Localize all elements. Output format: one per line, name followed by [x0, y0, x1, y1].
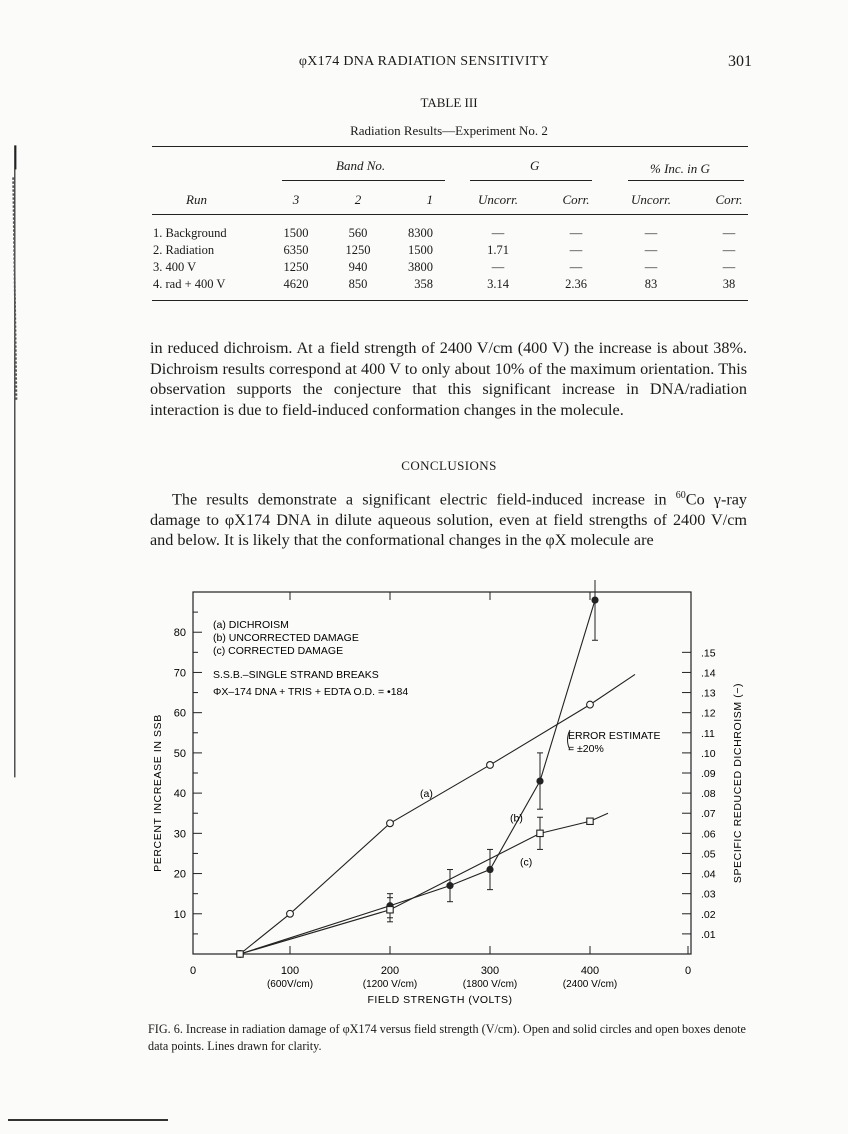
table-cell: 3800	[408, 260, 433, 274]
x-tick-sublabel: (1200 V/cm)	[362, 979, 418, 990]
conclusions-text-a: The results demonstrate a significant electric field-induced increase in	[172, 490, 676, 509]
y-left-tick-label: 60	[173, 707, 186, 720]
y-right-tick-label: .04	[701, 868, 716, 881]
y-right-tick-label: .09	[701, 768, 716, 780]
y-left-tick-label: 50	[173, 747, 186, 760]
table-cell: 83	[644, 277, 658, 291]
column-header: Uncorr.	[477, 192, 519, 207]
g-subrule	[470, 180, 592, 181]
conclusions-text-b: Co γ-ray damage to φX174 DNA in dilute aqueous solution, even at field strengths of 2400 V/cm and below. It is likely that the conformational changes in the φX molecule are	[150, 490, 747, 550]
y-right-tick-label: .11	[701, 727, 715, 740]
table-cell: 560	[348, 226, 368, 240]
column-header: 1	[426, 192, 433, 207]
table-cell: 6350	[283, 243, 309, 257]
y-right-tick-label: .05	[701, 848, 716, 861]
series-c-line	[240, 813, 608, 954]
y-right-tick-label: .07	[701, 808, 716, 821]
series-c-label: (c)	[520, 856, 533, 869]
series-a-label: (a)	[420, 788, 433, 801]
x-tick-label: 300	[480, 965, 500, 977]
legend-entry: (c) CORRECTED DAMAGE	[213, 645, 344, 657]
table-cell: 1250	[345, 243, 371, 257]
x-axis-label: FIELD STRENGTH (VOLTS)	[367, 994, 513, 1006]
x-tick-sublabel: (2400 V/cm)	[562, 979, 618, 990]
x-tick-label: 400	[580, 965, 600, 977]
table-cell: 358	[414, 277, 433, 291]
y-right-tick-label: .06	[701, 828, 716, 841]
table-row-label: 4. rad + 400 V	[153, 277, 226, 291]
error-estimate-value: = ±20%	[568, 743, 604, 755]
g-header: G	[530, 158, 540, 173]
legend-entry: (a) DICHROISM	[213, 619, 289, 631]
series-c-point	[587, 818, 593, 824]
legend-entry: S.S.B.–SINGLE STRAND BREAKS	[213, 669, 379, 681]
column-header: Corr.	[562, 192, 590, 207]
column-header: Run	[186, 192, 207, 207]
isotope-superscript: 60	[675, 490, 686, 501]
table-cell: 1250	[283, 260, 309, 274]
table-cell: —	[569, 243, 583, 257]
column-header: 2	[354, 192, 362, 207]
column-header: Corr.	[715, 192, 743, 207]
series-a-line	[240, 674, 635, 954]
y-left-tick-label: 40	[173, 788, 186, 801]
table-cell: 1500	[283, 226, 309, 240]
series-a-point	[487, 762, 494, 769]
legend-entry: (b) UNCORRECTED DAMAGE	[213, 632, 359, 644]
table-cell: 8300	[408, 226, 433, 240]
table-cell: —	[569, 260, 583, 274]
table-cell: —	[644, 243, 658, 257]
series-b-label: (b)	[510, 812, 523, 825]
page-number: 301	[728, 53, 752, 70]
table-cell: —	[491, 260, 505, 274]
y-right-tick-label: .02	[701, 908, 716, 921]
table-cell: —	[644, 226, 658, 240]
paragraph-text: in reduced dichroism. At a field strength of 2400 V/cm (400 V) the increase is about 38%. Dichroism results correspond at 400 V to only about 10% of the maximum orientation. This observation supports the conjecture that this significant increase in DNA/radiation interaction is due to field-induced conformation changes in the molecule.	[150, 339, 747, 419]
running-header: φX174 DNA RADIATION SENSITIVITY	[298, 54, 550, 69]
y-left-tick-label: 70	[173, 667, 186, 680]
y-left-tick-label: 30	[173, 828, 186, 841]
series-b-point	[446, 882, 453, 889]
y-right-tick-label: .01	[701, 928, 716, 941]
column-header: Uncorr.	[630, 192, 672, 207]
inc-subrule	[628, 180, 744, 181]
table-cell: —	[722, 243, 736, 257]
y-right-tick-label: .15	[701, 647, 716, 660]
table-cell: —	[722, 226, 736, 240]
table-cell: —	[491, 226, 505, 240]
paragraph-continued	[150, 338, 747, 420]
series-a-point	[387, 820, 394, 827]
band-subrule	[282, 180, 445, 181]
table-cell: 38	[722, 277, 736, 291]
x-tick-sublabel: (1800 V/cm)	[462, 979, 518, 990]
figure-6-chart	[0, 580, 848, 1020]
table-cell: 1500	[408, 243, 433, 257]
column-header: 3	[292, 192, 300, 207]
legend-entry: ΦX–174 DNA + TRIS + EDTA O.D. = •184	[213, 686, 409, 698]
y-right-tick-label: .13	[701, 687, 716, 700]
table-cell: 850	[348, 277, 368, 291]
table-cell: 3.14	[487, 277, 509, 291]
x-tick-label: 200	[380, 965, 400, 977]
table-cell: —	[644, 260, 658, 274]
x-tick-label: 100	[280, 965, 300, 977]
table-top-rule	[152, 146, 748, 147]
table-cell: 2.36	[565, 277, 587, 291]
y-right-tick-label: .14	[701, 667, 716, 680]
series-a-point	[587, 701, 594, 708]
series-c-point	[237, 951, 243, 957]
y-left-axis-label: PERCENT INCREASE IN SSB	[152, 714, 164, 872]
series-b-point	[486, 866, 493, 873]
y-right-axis-label: SPECIFIC REDUCED DICHROISM (−)	[732, 682, 744, 884]
y-right-tick-label: .10	[701, 747, 716, 760]
table-cell: 940	[348, 260, 368, 274]
series-b-point	[591, 596, 598, 603]
y-left-tick-label: 10	[173, 908, 186, 921]
table-cell: —	[569, 226, 583, 240]
band-no-header: Band No.	[336, 158, 386, 173]
series-c-point	[387, 907, 393, 913]
error-estimate-label: ERROR ESTIMATE	[568, 730, 661, 742]
table-title: TABLE III	[420, 95, 478, 110]
table-cell: —	[722, 260, 736, 274]
x-tick-label: 0	[189, 965, 197, 977]
series-c-point	[537, 830, 543, 836]
inc-header: % Inc. in G	[650, 161, 710, 176]
figure-caption: FIG. 6. Increase in radiation damage of φX174 versus field strength (V/cm). Open and solid circles and open boxes denote data points. Lines drawn for clarity.	[148, 1022, 746, 1053]
table-row-label: 3. 400 V	[153, 260, 197, 274]
series-b-point	[536, 777, 543, 784]
x-tick-label: 0	[684, 965, 692, 977]
table-cell: 4620	[283, 277, 309, 291]
table-bottom-rule	[152, 300, 748, 301]
table-row-label: 2. Radiation	[153, 243, 215, 257]
y-right-tick-label: .03	[701, 888, 716, 901]
table-row-label: 1. Background	[153, 226, 227, 240]
y-left-tick-label: 20	[173, 868, 186, 881]
x-tick-sublabel: (600V/cm)	[266, 979, 314, 990]
y-right-tick-label: .08	[701, 788, 716, 801]
y-left-tick-label: 80	[173, 627, 186, 640]
table-caption: Radiation Results—Experiment No. 2	[350, 123, 548, 138]
footer-rule	[8, 1119, 168, 1121]
conclusions-paragraph	[150, 486, 747, 551]
section-heading: CONCLUSIONS	[401, 458, 497, 473]
table-cell: 1.71	[487, 243, 509, 257]
series-a-point	[287, 910, 294, 917]
y-right-tick-label: .12	[701, 707, 716, 720]
table-header-rule	[152, 214, 748, 215]
